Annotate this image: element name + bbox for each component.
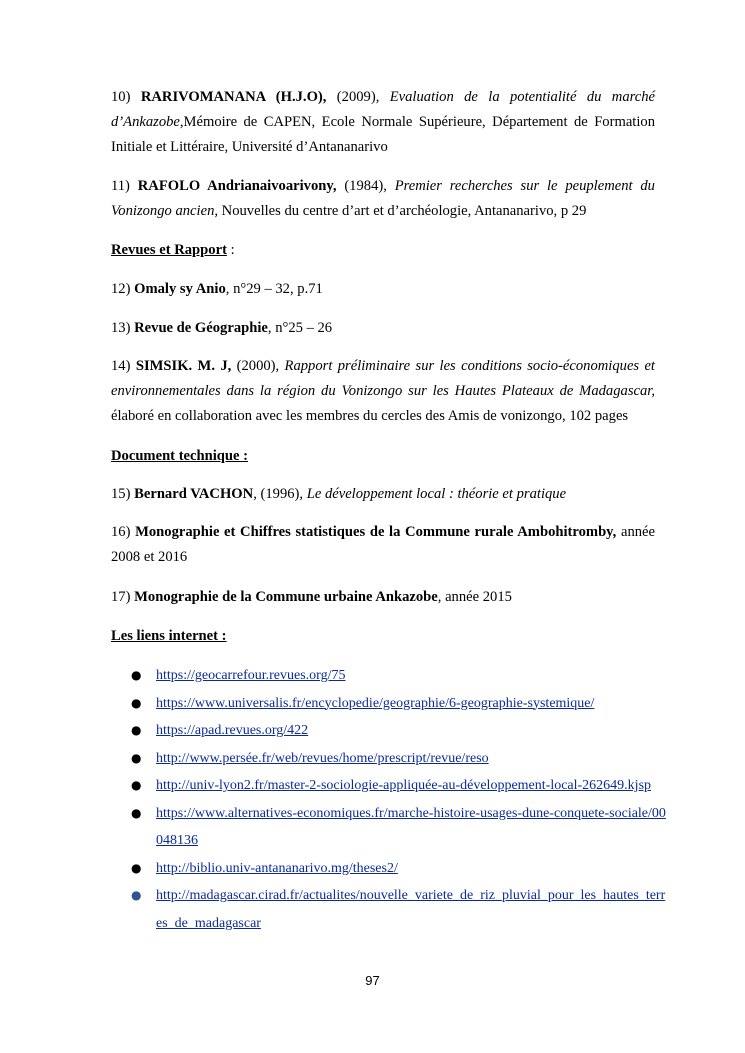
reference-title: Le développement local : théorie et pratique xyxy=(306,486,567,502)
reference-year: (2009), xyxy=(326,89,390,105)
page-number: 97 xyxy=(365,973,380,988)
reference-link[interactable]: http://univ-lyon2.fr/master-2-sociologie-appliquée-au-développement-local-262649.kjsp xyxy=(156,778,652,793)
reference-13 xyxy=(111,316,655,341)
reference-link[interactable]: http://biblio.univ-antananarivo.mg/theses2/ xyxy=(156,860,398,876)
list-item xyxy=(111,800,671,855)
reference-details: , année 2015 xyxy=(437,589,512,605)
bullet-icon: ● xyxy=(131,888,142,902)
reference-author: SIMSIK. M. J, xyxy=(135,358,232,374)
reference-12 xyxy=(111,277,655,302)
reference-details: élaboré en collaboration avec les membres du cercles des Amis de vonizongo, 102 pages xyxy=(111,408,629,424)
reference-link[interactable]: http://madagascar.cirad.fr/actualites/nouvelle_variete_de_riz_pluvial_pour_les_hautes_terres_de_madagascar xyxy=(156,888,666,931)
bullet-icon: ● xyxy=(131,723,142,737)
reference-number: 12) xyxy=(111,281,131,297)
bullet-icon: ● xyxy=(131,860,142,875)
section-heading-suffix: : xyxy=(226,242,235,258)
bullet-icon: ● xyxy=(131,695,142,710)
reference-author: RAFOLO Andrianaivoarivony, xyxy=(137,178,337,194)
list-item xyxy=(111,882,671,937)
section-heading-text: Les liens internet : xyxy=(111,628,227,644)
reference-number: 14) xyxy=(111,358,131,374)
list-item xyxy=(111,690,671,718)
reference-author: Monographie et Chiffres statistiques de la Commune rurale Ambohitromby, xyxy=(135,524,617,540)
reference-number: 13) xyxy=(111,320,131,336)
reference-title: Premier recherches sur le peuplement du Vonizongo ancien, xyxy=(111,178,655,219)
reference-year: (2000), xyxy=(231,358,285,374)
reference-11 xyxy=(111,174,655,224)
bullet-icon: ● xyxy=(131,750,142,765)
section-heading-document xyxy=(111,444,248,469)
reference-details: Mémoire de CAPEN, Ecole Normale Supérieure, Département de Formation Initiale et Littéraire, Université d’Antananarivo xyxy=(111,114,655,155)
reference-author: Omaly sy Anio xyxy=(134,281,226,297)
reference-17 xyxy=(111,585,655,610)
reference-details: , n°29 – 32, p.71 xyxy=(225,281,323,297)
reference-year: (1984), xyxy=(336,178,395,194)
reference-title: Evaluation de la potentialité du marché d’Ankazobe, xyxy=(111,89,656,130)
reference-15 xyxy=(111,482,655,507)
reference-author: RARIVOMANANA (H.J.O), xyxy=(140,89,327,105)
reference-link[interactable]: https://www.alternatives-economiques.fr/marche-histoire-usages-dune-conquete-sociale/00048136 xyxy=(156,805,666,848)
reference-link[interactable]: https://www.universalis.fr/encyclopedie/geographie/6-geographie-systemique/ xyxy=(156,695,595,711)
list-item xyxy=(111,717,671,745)
reference-link[interactable]: https://geocarrefour.revues.org/75 xyxy=(156,668,346,683)
reference-author: Monographie de la Commune urbaine Ankazobe xyxy=(134,589,438,605)
section-heading-revues xyxy=(111,238,235,263)
bullet-icon: ● xyxy=(131,778,142,792)
reference-16 xyxy=(111,520,655,570)
reference-number: 16) xyxy=(111,524,131,540)
reference-10 xyxy=(111,85,655,160)
reference-details: , n°25 – 26 xyxy=(267,320,333,336)
reference-link[interactable]: https://apad.revues.org/422 xyxy=(156,723,309,738)
list-item xyxy=(111,855,671,883)
bullet-icon: ● xyxy=(131,668,142,682)
list-item xyxy=(111,772,671,800)
reference-author: Bernard VACHON xyxy=(134,486,254,502)
reference-number: 17) xyxy=(111,589,131,605)
bullet-icon: ● xyxy=(131,805,142,820)
reference-title: Rapport préliminaire sur les conditions socio-économiques et environnementales dans la région du Vonizongo sur les Hautes Plateaux de Madagascar, xyxy=(111,358,655,399)
section-heading-text: Revues et Rapport xyxy=(111,242,227,258)
internet-links-list xyxy=(111,662,671,937)
reference-number: 10) xyxy=(111,89,131,105)
reference-details: année 2008 et 2016 xyxy=(111,524,655,565)
reference-author: Revue de Géographie xyxy=(134,320,268,336)
reference-link[interactable]: http://www.persée.fr/web/revues/home/prescript/revue/reso xyxy=(156,750,489,766)
list-item xyxy=(111,745,671,773)
reference-details: Nouvelles du centre d’art et d’archéologie, Antananarivo, p 29 xyxy=(218,203,587,219)
reference-year: , (1996), xyxy=(253,486,307,502)
section-heading-links xyxy=(111,624,227,649)
section-heading-text: Document technique : xyxy=(111,448,249,464)
reference-number: 15) xyxy=(111,486,131,502)
reference-14 xyxy=(111,354,655,429)
list-item xyxy=(111,662,671,690)
reference-number: 11) xyxy=(111,178,130,194)
